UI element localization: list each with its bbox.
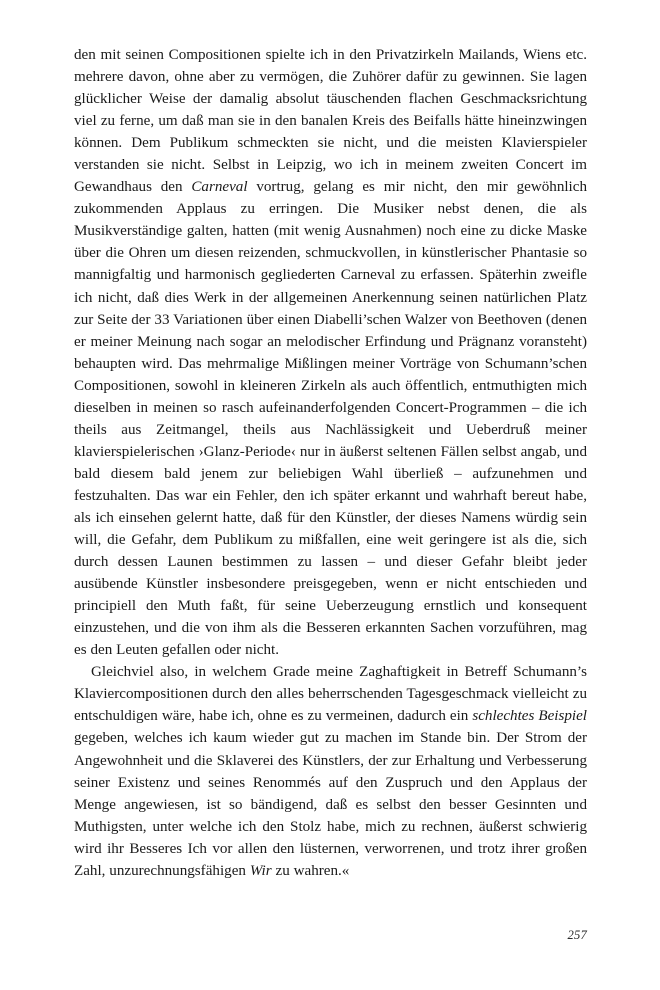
italic-run: schlechtes Beispiel xyxy=(472,708,587,725)
italic-run: Carneval xyxy=(191,179,248,196)
text-run: gegeben, welches ich kaum wieder gut zu machen im Stande bin. Der Strom der Angewohnheit und die Sklaverei des Künstlers, der zur Erhaltung und Verbesserung seiner Existenz und seines Renommés auf den Zuspruch und den Applaus der Menge angewiesen, ist so bändigend, daß es selbst den besser Gesinnten und Muthigsten, unter welche ich den Stolz habe, mich zu rechnen, äußerst schwierig wird ihr Besseres Ich vor allen den lüsternen, verworrenen, und trotz ihrer großen Zahl, unzurechnungsfähigen xyxy=(74,730,587,879)
text-run: vortrug, gelang es mir nicht, den mir gewöhnlich zukommenden Applaus zu erringen. Die Musiker nebst denen, die als Musikverständige galten, hatten (mit wenig Ausnahmen) noch eine zu dicke Maske über die Ohren um diesen reizenden, schmuckvollen, in künstlerischer Phantasie so mannigfaltig und harmonisch gegliederten Carneval zu erfassen. Späterhin zweifle ich nicht, daß dies Werk in der allgemeinen Anerkennung seinen natürlichen Platz zur Seite der 33 Variationen über einen Diabelli’schen Walzer von Beethoven (denen er meiner Meinung nach sogar an melodischer Erfindung und Prägnanz voransteht) behaupten wird. Das mehrmalige Mißlingen meiner Vorträge von Schumann’schen Compositionen, sowohl in kleineren Zirkeln als auch öffentlich, entmuthigten mich dieselben in meinen so rasch aufeinanderfolgenden Concert-Programmen – die ich theils aus Zeitmangel, theils aus Nachlässigkeit und Ueberdruß meiner klavierspielerischen ›Glanz-Periode‹ nur in äußerst seltenen Fällen selbst angab, und bald diesem bald jenem zur beliebigen Wahl überließ – aufzunehmen und festzuhalten. Das war ein Fehler, den ich später erkannt und wahrhaft bereut habe, als ich einsehen gelernt hatte, daß für den Künstler, der dieses Namens würdig sein will, die Gefahr, dem Publikum zu mißfallen, eine weit geringere ist als die, sich durch dessen Launen bestimmen zu lassen – und dieser Gefahr bleibt jeder ausübende Künstler insbesondere preisgegeben, wenn er nicht entschieden und principiell den Muth faßt, für seine Ueberzeugung ernstlich und konsequent einzustehen, und die von ihm als die Besseren erkannten Sachen vorzuführen, mag es den Leuten gefallen oder nicht. xyxy=(74,179,587,659)
text-run: zu wahren.« xyxy=(271,862,350,879)
page-number: 257 xyxy=(567,928,587,942)
body-paragraph xyxy=(74,661,587,881)
body-paragraph xyxy=(74,44,587,661)
italic-run: Wir xyxy=(249,862,272,879)
page-body-text xyxy=(74,44,587,882)
text-run: den mit seinen Compositionen spielte ich in den Privatzirkeln Mailands, Wiens etc. mehrere davon, ohne aber zu vermögen, die Zuhörer dafür zu gewinnen. Sie lagen glücklicher Weise der damalig absolut täuschenden flachen Geschmacksrichtung viel zu ferne, um daß man sie in den banalen Kreis des Beifalls hätte hineinzwingen können. Dem Publikum schmeckten sie nicht, und die meisten Klavierspieler verstanden sie nicht. Selbst in Leipzig, wo ich in meinem zweiten Concert im Gewandhaus den xyxy=(74,47,587,196)
text-run: Gleichviel also, in welchem Grade meine Zaghaftigkeit in Betreff Schumann’s Klaviercompositionen durch den alles beherrschenden Tagesgeschmack vielleicht zu entschuldigen wäre, habe ich, ohne es zu vermeinen, dadurch ein xyxy=(74,664,587,725)
